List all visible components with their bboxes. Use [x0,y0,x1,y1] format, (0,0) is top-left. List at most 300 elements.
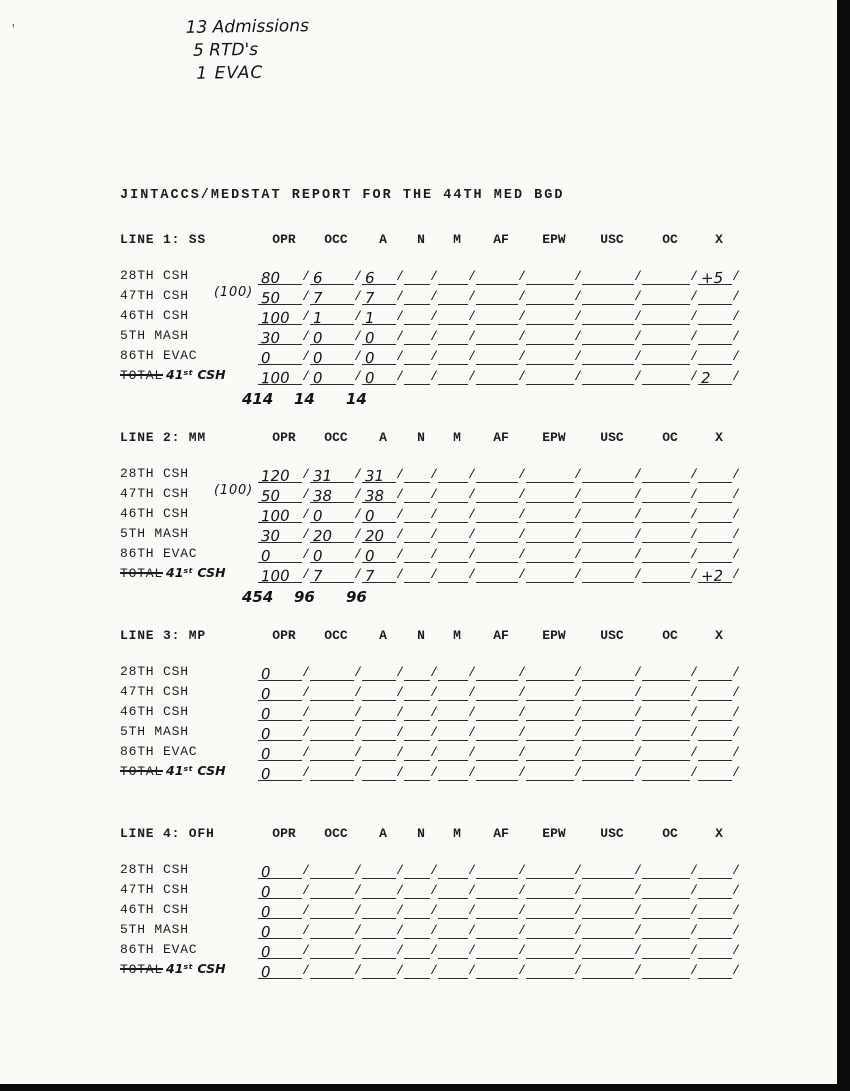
value-cell [582,944,634,959]
slash-separator: / [396,943,404,958]
value-cell [526,468,574,483]
value-cell [258,882,302,902]
table-row [120,305,800,328]
value-cell [476,964,518,979]
value-cell [476,290,518,305]
table-row [120,285,800,308]
slash-separator: / [690,705,698,720]
value-cell [642,488,690,503]
handwritten-value: 0 [260,882,271,902]
value-cell [310,566,354,586]
value-cell [310,904,354,919]
column-header: X [715,826,723,841]
value-cell [404,290,430,305]
row-label [120,901,258,919]
value-cell [582,528,634,543]
slash-separator: / [302,329,310,344]
value-cell [476,508,518,523]
column-header: M [453,826,461,841]
value-cell [438,568,468,583]
slash-separator: / [518,487,526,502]
column-header: A [379,826,387,841]
value-cell [362,486,396,506]
value-cell [582,330,634,345]
slash-separator: / [396,883,404,898]
slash-separator: / [430,487,438,502]
slash-separator: / [634,289,642,304]
slash-separator: / [430,567,438,582]
slash-separator: / [354,369,362,384]
slash-separator: / [468,923,476,938]
value-cell [582,666,634,681]
column-header: AF [493,430,509,445]
slash-separator: / [430,547,438,562]
slash-separator: / [468,725,476,740]
value-cell [404,706,430,721]
scan-speck: ' [10,24,17,36]
value-cell [362,726,396,741]
table-row [120,701,800,724]
handwritten-unit-suffix: 41ˢᵗ CSH [166,565,226,580]
value-cell [438,370,468,385]
value-cell [310,506,354,526]
column-header: N [417,430,425,445]
slash-separator: / [302,725,310,740]
scan-edge-bottom [0,1084,850,1091]
value-cell [582,370,634,385]
slash-separator: / [574,963,582,978]
slash-separator: / [430,745,438,760]
value-cell [362,766,396,781]
value-cell [526,508,574,523]
value-cell [438,746,468,761]
slash-separator: / [354,705,362,720]
handwritten-value: 1 [312,308,323,328]
slash-separator: / [396,567,404,582]
value-cell [362,964,396,979]
handwritten-value: 0 [364,328,375,348]
handwritten-value: 120 [260,466,290,486]
slash-separator: / [302,269,310,284]
slash-separator: / [354,329,362,344]
value-cell [404,330,430,345]
slash-separator: / [354,883,362,898]
handwritten-value: 0 [260,546,271,566]
value-cell [476,270,518,285]
value-cell [526,884,574,899]
slash-separator: / [732,963,740,978]
table-row [120,899,800,922]
value-cell [698,268,732,288]
value-cell [698,904,732,919]
value-cell [698,368,732,388]
slash-separator: / [396,685,404,700]
slash-separator: / [396,963,404,978]
slash-separator: / [468,705,476,720]
unit-name: 46TH CSH [120,308,189,323]
column-header: EPW [542,430,566,445]
slash-separator: / [518,963,526,978]
value-cell [698,290,732,305]
value-cell [362,328,396,348]
handwritten-value: 0 [364,506,375,526]
slash-separator: / [732,289,740,304]
slash-separator: / [396,527,404,542]
row-label [120,723,258,741]
value-cell [476,330,518,345]
section-label: LINE 1: SS [120,232,207,247]
value-cell [642,726,690,741]
value-cell [404,350,430,365]
column-header: N [417,232,425,247]
value-cell [698,528,732,543]
unit-name: 46TH CSH [120,704,189,719]
handwritten-value: +5 [700,268,724,288]
value-cell [698,488,732,503]
column-header: USC [600,628,624,643]
slash-separator: / [468,547,476,562]
slash-separator: / [690,963,698,978]
value-cell [438,528,468,543]
row-label [120,921,258,939]
handwritten-value: 30 [260,328,281,348]
section-label: LINE 4: OFH [120,826,215,841]
slash-separator: / [732,487,740,502]
slash-separator: / [354,745,362,760]
value-cell [698,864,732,879]
value-cell [310,706,354,721]
value-cell [476,686,518,701]
value-cell [526,350,574,365]
handwritten-value: 0 [364,546,375,566]
value-cell [526,924,574,939]
slash-separator: / [574,863,582,878]
slash-separator: / [518,527,526,542]
slash-separator: / [732,369,740,384]
column-header: OCC [324,232,348,247]
value-cell [476,884,518,899]
value-cell [526,746,574,761]
value-cell [698,706,732,721]
value-cell [362,268,396,288]
slash-separator: / [690,467,698,482]
value-cell [642,746,690,761]
handwritten-value: 31 [312,466,333,486]
column-header: M [453,232,461,247]
report-body [120,188,800,1024]
slash-separator: / [468,527,476,542]
slash-separator: / [634,309,642,324]
handwritten-value: 0 [260,684,271,704]
column-header: X [715,430,723,445]
value-cell [438,270,468,285]
slash-separator: / [468,685,476,700]
slash-separator: / [518,883,526,898]
slash-separator: / [634,369,642,384]
value-cell [362,368,396,388]
slash-separator: / [690,725,698,740]
slash-separator: / [430,923,438,938]
slash-separator: / [690,567,698,582]
slash-separator: / [354,547,362,562]
slash-separator: / [634,725,642,740]
slash-separator: / [430,685,438,700]
value-cell [642,766,690,781]
value-cell [310,944,354,959]
value-cell [642,350,690,365]
value-cell [476,666,518,681]
value-cell [476,488,518,503]
value-cell [438,548,468,563]
value-cell [476,924,518,939]
slash-separator: / [302,765,310,780]
slash-separator: / [634,943,642,958]
value-cell [404,766,430,781]
value-cell [404,944,430,959]
slash-separator: / [690,527,698,542]
slash-separator: / [396,369,404,384]
value-cell [310,288,354,308]
slash-separator: / [302,309,310,324]
table-row [120,563,800,586]
handwritten-value: 0 [364,348,375,368]
row-label [120,327,258,345]
slash-separator: / [732,923,740,938]
value-cell [476,350,518,365]
slash-separator: / [732,685,740,700]
slash-separator: / [396,269,404,284]
unit-name: 47TH CSH [120,486,189,501]
slash-separator: / [690,665,698,680]
slash-separator: / [732,665,740,680]
value-cell [310,864,354,879]
handwritten-value: 0 [312,546,323,566]
value-cell [258,526,302,546]
slash-separator: / [354,863,362,878]
value-cell [582,964,634,979]
column-header: OC [662,628,678,643]
value-cell [698,964,732,979]
unit-name: 86TH EVAC [120,744,198,759]
section-header [120,430,800,450]
value-cell [362,884,396,899]
handwritten-value: 20 [364,526,385,546]
slash-separator: / [634,685,642,700]
value-cell [404,528,430,543]
value-cell [438,330,468,345]
row-label [120,287,258,305]
handwritten-value: 6 [312,268,323,288]
value-cell [258,744,302,764]
value-cell [642,904,690,919]
slash-separator: / [354,567,362,582]
value-cell [310,526,354,546]
value-cell [310,666,354,681]
value-cell [404,864,430,879]
handwritten-value: 80 [260,268,281,288]
value-cell [310,368,354,388]
slash-separator: / [468,289,476,304]
slash-separator: / [518,923,526,938]
total-cell: 14 [294,390,315,408]
value-cell [642,508,690,523]
handwritten-value: 50 [260,486,281,506]
value-cell [404,904,430,919]
value-cell [258,486,302,506]
slash-separator: / [396,329,404,344]
slash-separator: / [634,349,642,364]
table-row [120,741,800,764]
slash-separator: / [518,309,526,324]
value-cell [258,506,302,526]
slash-separator: / [354,923,362,938]
value-cell [258,288,302,308]
slash-separator: / [574,883,582,898]
slash-separator: / [518,665,526,680]
value-cell [362,666,396,681]
slash-separator: / [302,923,310,938]
value-cell [404,686,430,701]
value-cell [362,904,396,919]
value-cell [258,902,302,922]
slash-separator: / [468,765,476,780]
value-cell [642,964,690,979]
value-cell [258,546,302,566]
value-cell [438,468,468,483]
value-cell [362,746,396,761]
value-cell [362,566,396,586]
value-cell [404,468,430,483]
slash-separator: / [302,487,310,502]
slash-separator: / [574,923,582,938]
slash-separator: / [574,527,582,542]
column-header: AF [493,628,509,643]
slash-separator: / [732,349,740,364]
unit-name: 86TH EVAC [120,546,198,561]
value-cell [438,686,468,701]
value-cell [438,310,468,325]
value-cell [310,686,354,701]
value-cell [526,370,574,385]
slash-separator: / [634,507,642,522]
column-header: X [715,628,723,643]
column-header: USC [600,430,624,445]
section-label: LINE 2: MM [120,430,207,445]
value-cell [698,468,732,483]
value-cell [642,666,690,681]
slash-separator: / [430,705,438,720]
slash-separator: / [396,467,404,482]
column-header: AF [493,232,509,247]
value-cell [438,964,468,979]
slash-separator: / [690,765,698,780]
value-cell [526,528,574,543]
value-cell [258,308,302,328]
value-cell [582,746,634,761]
value-cell [404,884,430,899]
value-cell [582,706,634,721]
column-header: OCC [324,628,348,643]
value-cell [582,468,634,483]
table-row [120,325,800,348]
value-cell [258,942,302,962]
value-cell [258,962,302,982]
handwritten-value: 30 [260,526,281,546]
section-header [120,232,800,252]
slash-separator: / [634,269,642,284]
value-cell [310,348,354,368]
table-row [120,859,800,882]
slash-separator: / [430,665,438,680]
value-cell [404,924,430,939]
slash-separator: / [732,863,740,878]
column-header: EPW [542,826,566,841]
handwritten-value: 20 [312,526,333,546]
slash-separator: / [396,765,404,780]
slash-separator: / [354,665,362,680]
slash-separator: / [468,963,476,978]
value-cell [404,726,430,741]
handwritten-value: 0 [312,506,323,526]
unit-name: TOTAL [120,566,164,581]
slash-separator: / [634,665,642,680]
value-cell [404,270,430,285]
column-header: EPW [542,628,566,643]
value-cell [698,508,732,523]
value-cell [582,568,634,583]
value-cell [582,766,634,781]
value-cell [698,330,732,345]
value-cell [404,488,430,503]
value-cell [698,944,732,959]
slash-separator: / [574,725,582,740]
value-cell [642,548,690,563]
handwritten-capacity-note: (100) [214,285,253,300]
column-header: OPR [272,628,296,643]
slash-separator: / [430,507,438,522]
slash-separator: / [574,685,582,700]
slash-separator: / [302,467,310,482]
handwritten-value: 0 [260,902,271,922]
report-title: JINTACCS/MEDSTAT REPORT FOR THE 44TH MED BGD [120,188,565,203]
value-cell [476,706,518,721]
section-rows [120,463,800,586]
column-header: OC [662,826,678,841]
slash-separator: / [354,527,362,542]
unit-name: 5TH MASH [120,922,189,937]
value-cell [362,348,396,368]
value-cell [310,726,354,741]
slash-separator: / [468,487,476,502]
value-cell [582,904,634,919]
row-label [120,347,258,365]
slash-separator: / [518,765,526,780]
column-header: A [379,232,387,247]
value-cell [698,686,732,701]
slash-separator: / [518,705,526,720]
value-cell [404,746,430,761]
slash-separator: / [518,685,526,700]
slash-separator: / [634,705,642,720]
value-cell [526,944,574,959]
section-rows [120,265,800,388]
slash-separator: / [354,725,362,740]
slash-separator: / [354,289,362,304]
value-cell [526,548,574,563]
unit-name: TOTAL [120,962,164,977]
handwritten-value: +2 [700,566,724,586]
slash-separator: / [574,547,582,562]
